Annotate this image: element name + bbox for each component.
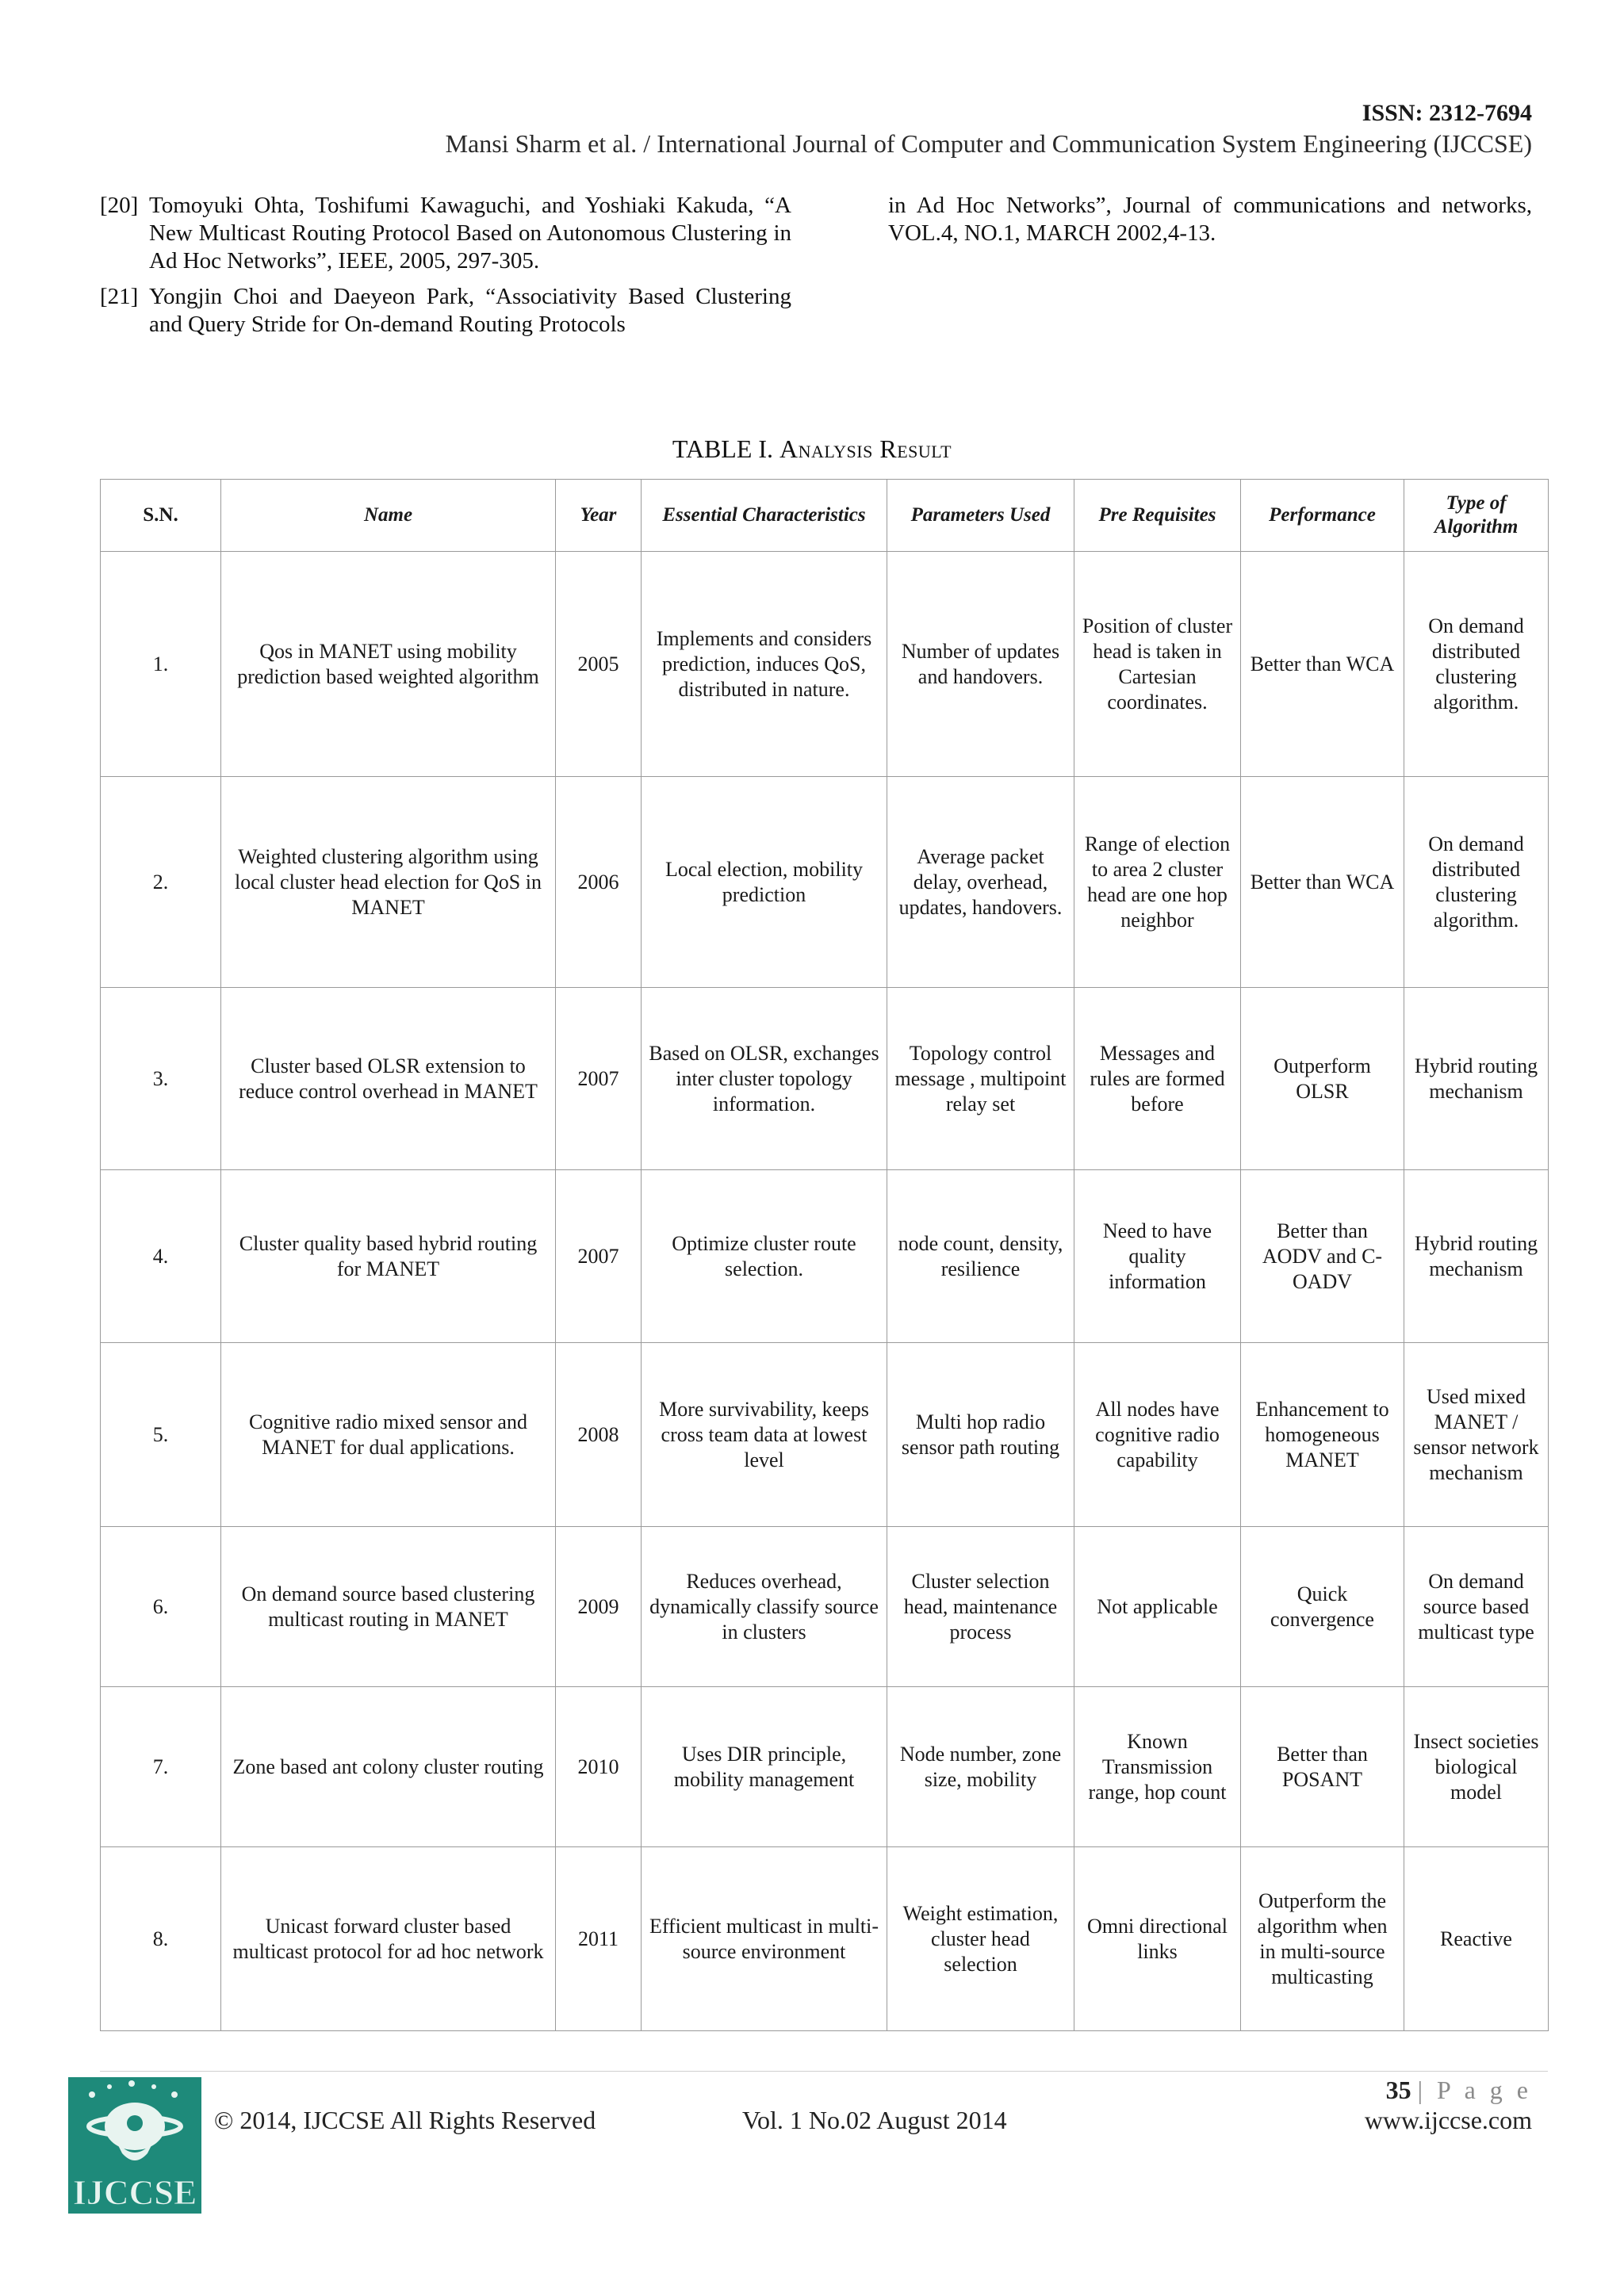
reference-text: Yongjin Choi and Daeyeon Park, “Associativity Based Clustering and Query Stride for On-demand Routing Protocols <box>149 284 791 337</box>
footer-website-link[interactable]: www.ijccse.com <box>1364 2106 1532 2134</box>
cell-name: On demand source based clustering multicast routing in MANET <box>221 1527 556 1687</box>
cell-essential-characteristics: More survivability, keeps cross team data at lowest level <box>642 1343 887 1527</box>
table-caption <box>0 434 1624 464</box>
cell-type-of-algorithm: Hybrid routing mechanism <box>1404 988 1549 1170</box>
cell-essential-characteristics: Local election, mobility prediction <box>642 777 887 988</box>
issn-header: ISSN: 2312-7694 <box>1362 100 1532 126</box>
cell-performance: Better than WCA <box>1241 552 1404 777</box>
cell-parameters-used: Average packet delay, overhead, updates, handovers. <box>887 777 1074 988</box>
cell-performance: Outperform the algorithm when in multi-source multicasting <box>1241 1847 1404 2031</box>
table-body <box>101 552 1549 2031</box>
cell-sn: 2. <box>101 777 221 988</box>
cell-parameters-used: Node number, zone size, mobility <box>887 1687 1074 1847</box>
cell-name: Unicast forward cluster based multicast protocol for ad hoc network <box>221 1847 556 2031</box>
reference-entry-20 <box>100 192 791 275</box>
cell-essential-characteristics: Implements and considers prediction, induces QoS, distributed in nature. <box>642 552 887 777</box>
table-caption-label: TABLE I. <box>672 434 774 463</box>
cell-essential-characteristics: Based on OLSR, exchanges inter cluster topology information. <box>642 988 887 1170</box>
cell-sn: 4. <box>101 1170 221 1343</box>
cell-type-of-algorithm: On demand distributed clustering algorithm. <box>1404 777 1549 988</box>
table-row <box>101 552 1549 777</box>
cell-parameters-used: Number of updates and handovers. <box>887 552 1074 777</box>
journal-running-head: Mansi Sharm et al. / International Journal of Computer and Communication System Engineering (IJCCSE) <box>445 129 1532 158</box>
cell-parameters-used: Weight estimation, cluster head selection <box>887 1847 1074 2031</box>
cell-pre-requisites: Messages and rules are formed before <box>1074 988 1241 1170</box>
cell-name: Cluster quality based hybrid routing for MANET <box>221 1170 556 1343</box>
table-row <box>101 1847 1549 2031</box>
cell-year: 2010 <box>556 1687 642 1847</box>
cell-performance: Enhancement to homogeneous MANET <box>1241 1343 1404 1527</box>
cell-performance: Better than POSANT <box>1241 1687 1404 1847</box>
cell-year: 2005 <box>556 552 642 777</box>
column-header-pre-requisites: Pre Requisites <box>1074 480 1241 552</box>
analysis-result-table <box>100 479 1549 2031</box>
cell-essential-characteristics: Efficient multicast in multi-source environment <box>642 1847 887 2031</box>
cell-essential-characteristics: Optimize cluster route selection. <box>642 1170 887 1343</box>
cell-type-of-algorithm: Used mixed MANET / sensor network mechanism <box>1404 1343 1549 1527</box>
cell-type-of-algorithm: On demand distributed clustering algorithm. <box>1404 552 1549 777</box>
cell-pre-requisites: Need to have quality information <box>1074 1170 1241 1343</box>
cell-year: 2008 <box>556 1343 642 1527</box>
cell-sn: 7. <box>101 1687 221 1847</box>
column-header-sn: S.N. <box>101 480 221 552</box>
cell-parameters-used: Cluster selection head, maintenance process <box>887 1527 1074 1687</box>
reference-continuation: in Ad Hoc Networks”, Journal of communications and networks, VOL.4, NO.1, MARCH 2002,4-13. <box>888 193 1532 246</box>
footer-volume: Vol. 1 No.02 August 2014 <box>742 2106 1007 2134</box>
column-header-name: Name <box>221 480 556 552</box>
cell-pre-requisites: Omni directional links <box>1074 1847 1241 2031</box>
column-header-parameters-used: Parameters Used <box>887 480 1074 552</box>
page-label: | P a g e <box>1417 2076 1532 2104</box>
cell-year: 2007 <box>556 1170 642 1343</box>
cell-parameters-used: Multi hop radio sensor path routing <box>887 1343 1074 1527</box>
footer-page-number <box>1386 2076 1532 2105</box>
cell-type-of-algorithm: Insect societies biological model <box>1404 1687 1549 1847</box>
cell-year: 2011 <box>556 1847 642 2031</box>
table-caption-title-text: Analysis Result <box>779 434 952 463</box>
page-number: 35 <box>1385 2076 1411 2104</box>
table-row <box>101 1170 1549 1343</box>
column-header-type-of-algorithm: Type of Algorithm <box>1404 480 1549 552</box>
column-header-performance: Performance <box>1241 480 1404 552</box>
table-caption-title <box>779 434 952 463</box>
column-header-year: Year <box>556 480 642 552</box>
cell-year: 2009 <box>556 1527 642 1687</box>
cell-year: 2006 <box>556 777 642 988</box>
cell-essential-characteristics: Uses DIR principle, mobility management <box>642 1687 887 1847</box>
cell-name: Zone based ant colony cluster routing <box>221 1687 556 1847</box>
table-row <box>101 1687 1549 1847</box>
references-column-left <box>100 192 791 346</box>
cell-sn: 6. <box>101 1527 221 1687</box>
cell-performance: Better than AODV and C-OADV <box>1241 1170 1404 1343</box>
footer-divider <box>100 2071 1548 2072</box>
reference-number: [20] <box>100 193 139 218</box>
cell-name: Qos in MANET using mobility prediction based weighted algorithm <box>221 552 556 777</box>
cell-performance: Better than WCA <box>1241 777 1404 988</box>
cell-sn: 3. <box>101 988 221 1170</box>
cell-sn: 5. <box>101 1343 221 1527</box>
cell-pre-requisites: Range of election to area 2 cluster head are one hop neighbor <box>1074 777 1241 988</box>
globe-icon <box>68 2077 201 2214</box>
cell-pre-requisites: Known Transmission range, hop count <box>1074 1687 1241 1847</box>
table-row <box>101 988 1549 1170</box>
cell-parameters-used: Topology control message , multipoint relay set <box>887 988 1074 1170</box>
reference-text: Tomoyuki Ohta, Toshifumi Kawaguchi, and Yoshiaki Kakuda, “A New Multicast Routing Protocol Based on Autonomous Clustering in Ad Hoc Networks”, IEEE, 2005, 297-305. <box>149 193 791 274</box>
table-row <box>101 1527 1549 1687</box>
column-header-essential-characteristics: Essential Characteristics <box>642 480 887 552</box>
cell-name: Weighted clustering algorithm using local cluster head election for QoS in MANET <box>221 777 556 988</box>
cell-pre-requisites: Not applicable <box>1074 1527 1241 1687</box>
cell-sn: 1. <box>101 552 221 777</box>
cell-parameters-used: node count, density, resilience <box>887 1170 1074 1343</box>
cell-performance: Outperform OLSR <box>1241 988 1404 1170</box>
footer-copyright: © 2014, IJCCSE All Rights Reserved <box>214 2106 596 2134</box>
cell-type-of-algorithm: Hybrid routing mechanism <box>1404 1170 1549 1343</box>
cell-sn: 8. <box>101 1847 221 2031</box>
cell-essential-characteristics: Reduces overhead, dynamically classify source in clusters <box>642 1527 887 1687</box>
cell-year: 2007 <box>556 988 642 1170</box>
reference-number: [21] <box>100 284 139 309</box>
cell-pre-requisites: All nodes have cognitive radio capability <box>1074 1343 1241 1527</box>
cell-type-of-algorithm: On demand source based multicast type <box>1404 1527 1549 1687</box>
table-header-row <box>101 480 1549 552</box>
reference-entry-21 <box>100 283 791 339</box>
logo-text: IJCCSE <box>72 2173 197 2212</box>
cell-name: Cluster based OLSR extension to reduce control overhead in MANET <box>221 988 556 1170</box>
ijccse-logo <box>68 2077 201 2214</box>
table-row <box>101 777 1549 988</box>
cell-name: Cognitive radio mixed sensor and MANET for dual applications. <box>221 1343 556 1527</box>
cell-performance: Quick convergence <box>1241 1527 1404 1687</box>
cell-pre-requisites: Position of cluster head is taken in Cartesian coordinates. <box>1074 552 1241 777</box>
cell-type-of-algorithm: Reactive <box>1404 1847 1549 2031</box>
table-row <box>101 1343 1549 1527</box>
